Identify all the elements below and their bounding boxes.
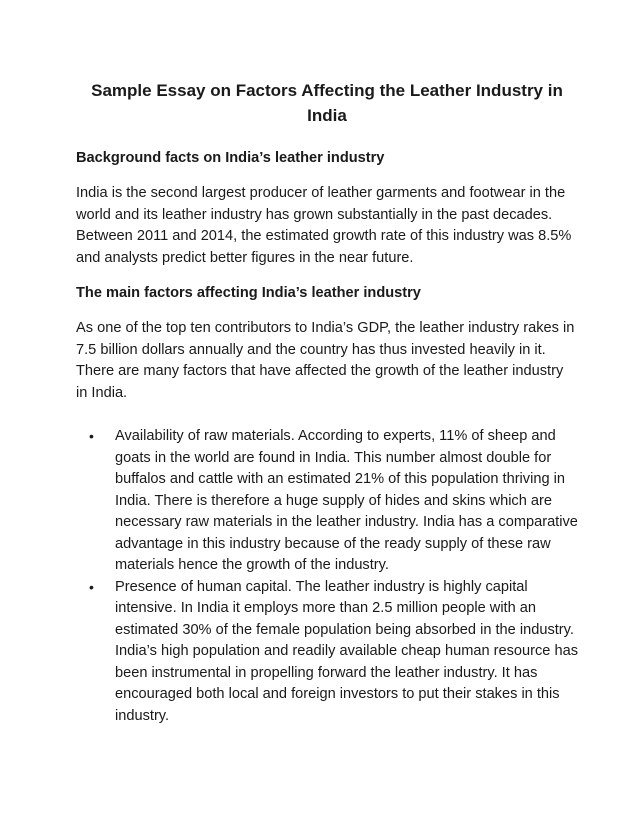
factors-list <box>76 426 578 727</box>
paragraph-background: India is the second largest producer of leather garments and footwear in the world and its leather industry has grown substantially in the past decades. Between 2011 and 2014, the estimated growth rate of this industry was 8.5% and analysts predict better figures in the near future. <box>76 185 572 266</box>
document-title: Sample Essay on Factors Affecting the Leather Industry in India <box>91 81 563 125</box>
paragraph-main-factors: As one of the top ten contributors to India’s GDP, the leather industry rakes in 7.5 billion dollars annually and the country has thus invested heavily in it. There are many factors that have affected the growth of the leather industry in India. <box>76 320 575 401</box>
list-item-human-capital <box>76 577 578 728</box>
list-item-raw-materials <box>76 426 578 577</box>
list-item-text: Availability of raw materials. According to experts, 11% of sheep and goats in the world are found in India. This number almost double for buffalos and cattle with an estimated 21% of this population thriving in India. There is therefore a huge supply of hides and skins which are necessary raw materials in the leather industry. India has a comparative advantage in this industry because of the ready supply of these raw materials hence the growth of the industry. <box>115 428 578 573</box>
list-item-text: Presence of human capital. The leather industry is highly capital intensive. In India it employs more than 2.5 million people with an estimated 30% of the female population being absorbed in the industry. India’s high population and readily available cheap human resource has been instrumental in propelling forward the leather industry. It has encouraged both local and foreign investors to put their stakes in this industry. <box>115 578 578 724</box>
bullet-icon: • <box>89 578 94 595</box>
section-heading-main-factors: The main factors affecting India’s leather industry <box>76 285 421 301</box>
section-heading-background: Background facts on India’s leather industry <box>76 150 385 166</box>
bullet-icon: • <box>89 428 94 444</box>
